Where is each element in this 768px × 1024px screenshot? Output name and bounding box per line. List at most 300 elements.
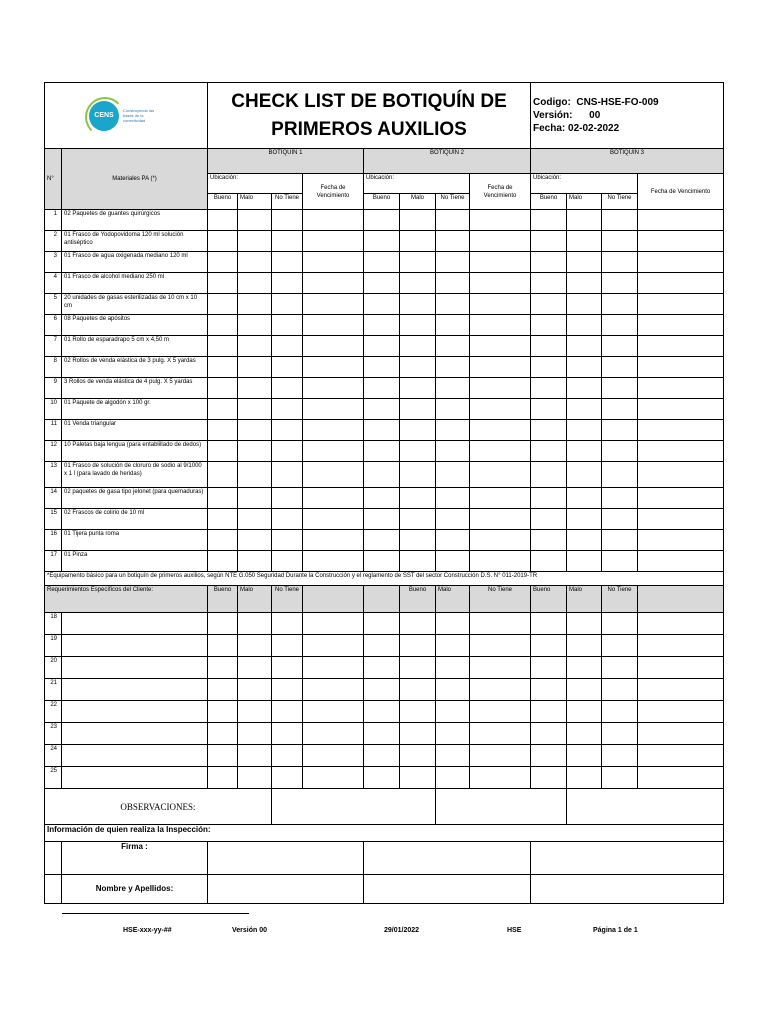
requirement-check-cell[interactable] — [436, 767, 470, 789]
item-check-cell[interactable] — [436, 420, 470, 441]
item-check-cell[interactable] — [436, 378, 470, 399]
item-check-cell[interactable] — [400, 488, 436, 509]
item-check-cell[interactable] — [400, 294, 436, 315]
requirement-check-cell[interactable] — [638, 723, 724, 745]
item-check-cell[interactable] — [272, 252, 303, 273]
item-check-cell[interactable] — [470, 357, 531, 378]
item-check-cell[interactable] — [470, 509, 531, 530]
requirement-check-cell[interactable] — [303, 635, 364, 657]
requirement-check-cell[interactable] — [400, 723, 436, 745]
requirement-check-cell[interactable] — [238, 657, 272, 679]
item-check-cell[interactable] — [436, 273, 470, 294]
item-check-cell[interactable] — [531, 420, 567, 441]
requirement-check-cell[interactable] — [470, 657, 531, 679]
requirement-check-cell[interactable] — [272, 679, 303, 701]
item-check-cell[interactable] — [602, 231, 638, 252]
requirement-field[interactable] — [62, 635, 208, 657]
item-check-cell[interactable] — [400, 315, 436, 336]
item-check-cell[interactable] — [567, 210, 602, 231]
item-check-cell[interactable] — [470, 399, 531, 420]
item-check-cell[interactable] — [638, 420, 724, 441]
requirement-check-cell[interactable] — [436, 723, 470, 745]
item-check-cell[interactable] — [272, 315, 303, 336]
item-check-cell[interactable] — [602, 315, 638, 336]
requirement-check-cell[interactable] — [638, 679, 724, 701]
item-check-cell[interactable] — [272, 294, 303, 315]
item-check-cell[interactable] — [638, 210, 724, 231]
item-check-cell[interactable] — [303, 399, 364, 420]
item-check-cell[interactable] — [364, 273, 400, 294]
item-check-cell[interactable] — [238, 399, 272, 420]
requirement-check-cell[interactable] — [303, 613, 364, 635]
item-check-cell[interactable] — [400, 420, 436, 441]
item-check-cell[interactable] — [400, 399, 436, 420]
item-check-cell[interactable] — [436, 357, 470, 378]
item-check-cell[interactable] — [602, 462, 638, 488]
requirement-check-cell[interactable] — [436, 657, 470, 679]
item-check-cell[interactable] — [272, 420, 303, 441]
requirement-check-cell[interactable] — [470, 635, 531, 657]
requirement-check-cell[interactable] — [272, 635, 303, 657]
item-check-cell[interactable] — [238, 294, 272, 315]
item-check-cell[interactable] — [602, 551, 638, 572]
item-check-cell[interactable] — [303, 378, 364, 399]
item-check-cell[interactable] — [303, 210, 364, 231]
item-check-cell[interactable] — [272, 399, 303, 420]
item-check-cell[interactable] — [238, 462, 272, 488]
requirement-check-cell[interactable] — [567, 657, 602, 679]
item-check-cell[interactable] — [638, 399, 724, 420]
requirement-check-cell[interactable] — [208, 635, 238, 657]
item-check-cell[interactable] — [531, 210, 567, 231]
requirement-check-cell[interactable] — [400, 679, 436, 701]
item-check-cell[interactable] — [303, 509, 364, 530]
item-check-cell[interactable] — [400, 462, 436, 488]
item-check-cell[interactable] — [602, 378, 638, 399]
requirement-field[interactable] — [62, 745, 208, 767]
requirement-check-cell[interactable] — [531, 613, 567, 635]
item-check-cell[interactable] — [400, 530, 436, 551]
requirement-check-cell[interactable] — [436, 679, 470, 701]
item-check-cell[interactable] — [436, 462, 470, 488]
item-check-cell[interactable] — [364, 231, 400, 252]
item-check-cell[interactable] — [208, 294, 238, 315]
requirement-check-cell[interactable] — [602, 745, 638, 767]
requirement-check-cell[interactable] — [531, 723, 567, 745]
item-check-cell[interactable] — [364, 488, 400, 509]
item-check-cell[interactable] — [208, 551, 238, 572]
item-check-cell[interactable] — [272, 441, 303, 462]
requirement-check-cell[interactable] — [602, 657, 638, 679]
item-check-cell[interactable] — [400, 252, 436, 273]
requirement-check-cell[interactable] — [364, 701, 400, 723]
requirement-check-cell[interactable] — [470, 613, 531, 635]
item-check-cell[interactable] — [470, 252, 531, 273]
item-check-cell[interactable] — [208, 488, 238, 509]
item-check-cell[interactable] — [531, 462, 567, 488]
firma-field-1[interactable] — [208, 842, 364, 875]
item-check-cell[interactable] — [638, 231, 724, 252]
requirement-check-cell[interactable] — [272, 613, 303, 635]
requirement-check-cell[interactable] — [364, 767, 400, 789]
item-check-cell[interactable] — [531, 551, 567, 572]
item-check-cell[interactable] — [470, 273, 531, 294]
item-check-cell[interactable] — [531, 252, 567, 273]
requirement-check-cell[interactable] — [567, 745, 602, 767]
requirement-check-cell[interactable] — [638, 613, 724, 635]
item-check-cell[interactable] — [238, 378, 272, 399]
requirement-check-cell[interactable] — [238, 613, 272, 635]
item-check-cell[interactable] — [567, 315, 602, 336]
requirement-check-cell[interactable] — [238, 679, 272, 701]
item-check-cell[interactable] — [364, 336, 400, 357]
requirement-check-cell[interactable] — [272, 745, 303, 767]
requirement-field[interactable] — [62, 657, 208, 679]
requirement-check-cell[interactable] — [531, 767, 567, 789]
item-check-cell[interactable] — [238, 509, 272, 530]
item-check-cell[interactable] — [272, 378, 303, 399]
item-check-cell[interactable] — [470, 210, 531, 231]
item-check-cell[interactable] — [436, 530, 470, 551]
item-check-cell[interactable] — [470, 462, 531, 488]
item-check-cell[interactable] — [364, 378, 400, 399]
item-check-cell[interactable] — [303, 530, 364, 551]
requirement-check-cell[interactable] — [602, 635, 638, 657]
item-check-cell[interactable] — [400, 509, 436, 530]
item-check-cell[interactable] — [602, 357, 638, 378]
requirement-field[interactable] — [62, 679, 208, 701]
item-check-cell[interactable] — [567, 273, 602, 294]
item-check-cell[interactable] — [638, 551, 724, 572]
item-check-cell[interactable] — [567, 357, 602, 378]
item-check-cell[interactable] — [208, 530, 238, 551]
item-check-cell[interactable] — [470, 551, 531, 572]
requirement-check-cell[interactable] — [567, 767, 602, 789]
requirement-check-cell[interactable] — [364, 613, 400, 635]
item-check-cell[interactable] — [638, 294, 724, 315]
item-check-cell[interactable] — [400, 378, 436, 399]
requirement-check-cell[interactable] — [567, 613, 602, 635]
observaciones-field-3[interactable] — [567, 789, 724, 825]
requirement-field[interactable] — [62, 723, 208, 745]
item-check-cell[interactable] — [208, 210, 238, 231]
item-check-cell[interactable] — [272, 336, 303, 357]
requirement-check-cell[interactable] — [638, 701, 724, 723]
item-check-cell[interactable] — [303, 420, 364, 441]
item-check-cell[interactable] — [400, 273, 436, 294]
item-check-cell[interactable] — [364, 252, 400, 273]
requirement-check-cell[interactable] — [470, 701, 531, 723]
item-check-cell[interactable] — [470, 378, 531, 399]
item-check-cell[interactable] — [364, 530, 400, 551]
item-check-cell[interactable] — [238, 231, 272, 252]
item-check-cell[interactable] — [602, 530, 638, 551]
requirement-check-cell[interactable] — [436, 613, 470, 635]
item-check-cell[interactable] — [602, 294, 638, 315]
item-check-cell[interactable] — [638, 530, 724, 551]
requirement-check-cell[interactable] — [436, 635, 470, 657]
requirement-check-cell[interactable] — [303, 679, 364, 701]
item-check-cell[interactable] — [531, 294, 567, 315]
requirement-check-cell[interactable] — [272, 657, 303, 679]
requirement-check-cell[interactable] — [400, 657, 436, 679]
requirement-field[interactable] — [62, 613, 208, 635]
item-check-cell[interactable] — [436, 441, 470, 462]
item-check-cell[interactable] — [567, 399, 602, 420]
requirement-check-cell[interactable] — [531, 657, 567, 679]
requirement-check-cell[interactable] — [303, 723, 364, 745]
item-check-cell[interactable] — [208, 462, 238, 488]
item-check-cell[interactable] — [531, 530, 567, 551]
requirement-check-cell[interactable] — [400, 745, 436, 767]
item-check-cell[interactable] — [470, 420, 531, 441]
item-check-cell[interactable] — [303, 273, 364, 294]
item-check-cell[interactable] — [531, 488, 567, 509]
requirement-check-cell[interactable] — [303, 767, 364, 789]
requirement-check-cell[interactable] — [470, 745, 531, 767]
observaciones-field-2[interactable] — [436, 789, 567, 825]
item-check-cell[interactable] — [364, 509, 400, 530]
item-check-cell[interactable] — [436, 231, 470, 252]
item-check-cell[interactable] — [470, 336, 531, 357]
requirement-check-cell[interactable] — [436, 701, 470, 723]
requirement-check-cell[interactable] — [364, 635, 400, 657]
requirement-check-cell[interactable] — [567, 701, 602, 723]
item-check-cell[interactable] — [638, 336, 724, 357]
item-check-cell[interactable] — [364, 210, 400, 231]
item-check-cell[interactable] — [208, 441, 238, 462]
item-check-cell[interactable] — [272, 210, 303, 231]
item-check-cell[interactable] — [436, 509, 470, 530]
firma-field-3[interactable] — [531, 842, 724, 875]
item-check-cell[interactable] — [238, 441, 272, 462]
item-check-cell[interactable] — [303, 336, 364, 357]
requirement-check-cell[interactable] — [238, 723, 272, 745]
item-check-cell[interactable] — [436, 399, 470, 420]
item-check-cell[interactable] — [208, 231, 238, 252]
item-check-cell[interactable] — [272, 530, 303, 551]
observaciones-field-1[interactable] — [272, 789, 436, 825]
item-check-cell[interactable] — [208, 315, 238, 336]
item-check-cell[interactable] — [238, 357, 272, 378]
item-check-cell[interactable] — [470, 530, 531, 551]
item-check-cell[interactable] — [208, 273, 238, 294]
item-check-cell[interactable] — [272, 273, 303, 294]
item-check-cell[interactable] — [602, 273, 638, 294]
item-check-cell[interactable] — [470, 441, 531, 462]
requirement-check-cell[interactable] — [400, 635, 436, 657]
requirement-check-cell[interactable] — [400, 613, 436, 635]
item-check-cell[interactable] — [238, 315, 272, 336]
item-check-cell[interactable] — [303, 231, 364, 252]
item-check-cell[interactable] — [638, 509, 724, 530]
item-check-cell[interactable] — [303, 357, 364, 378]
requirement-check-cell[interactable] — [303, 701, 364, 723]
item-check-cell[interactable] — [436, 488, 470, 509]
requirement-check-cell[interactable] — [208, 613, 238, 635]
item-check-cell[interactable] — [303, 488, 364, 509]
item-check-cell[interactable] — [400, 357, 436, 378]
item-check-cell[interactable] — [567, 441, 602, 462]
item-check-cell[interactable] — [567, 294, 602, 315]
requirement-check-cell[interactable] — [638, 767, 724, 789]
item-check-cell[interactable] — [238, 420, 272, 441]
item-check-cell[interactable] — [272, 509, 303, 530]
requirement-check-cell[interactable] — [208, 657, 238, 679]
requirement-check-cell[interactable] — [238, 635, 272, 657]
item-check-cell[interactable] — [436, 336, 470, 357]
requirement-check-cell[interactable] — [238, 745, 272, 767]
requirement-check-cell[interactable] — [531, 679, 567, 701]
requirement-check-cell[interactable] — [238, 767, 272, 789]
item-check-cell[interactable] — [208, 252, 238, 273]
item-check-cell[interactable] — [470, 294, 531, 315]
requirement-check-cell[interactable] — [602, 723, 638, 745]
item-check-cell[interactable] — [364, 399, 400, 420]
requirement-check-cell[interactable] — [272, 767, 303, 789]
firma-field-2[interactable] — [364, 842, 531, 875]
requirement-check-cell[interactable] — [400, 767, 436, 789]
item-check-cell[interactable] — [602, 441, 638, 462]
item-check-cell[interactable] — [602, 509, 638, 530]
requirement-check-cell[interactable] — [638, 745, 724, 767]
item-check-cell[interactable] — [400, 210, 436, 231]
item-check-cell[interactable] — [303, 462, 364, 488]
item-check-cell[interactable] — [470, 231, 531, 252]
item-check-cell[interactable] — [364, 294, 400, 315]
item-check-cell[interactable] — [602, 252, 638, 273]
item-check-cell[interactable] — [436, 252, 470, 273]
requirement-check-cell[interactable] — [567, 635, 602, 657]
requirement-check-cell[interactable] — [638, 635, 724, 657]
requirement-field[interactable] — [62, 701, 208, 723]
requirement-check-cell[interactable] — [602, 679, 638, 701]
item-check-cell[interactable] — [567, 231, 602, 252]
item-check-cell[interactable] — [238, 488, 272, 509]
requirement-check-cell[interactable] — [238, 701, 272, 723]
item-check-cell[interactable] — [303, 315, 364, 336]
item-check-cell[interactable] — [567, 530, 602, 551]
item-check-cell[interactable] — [436, 551, 470, 572]
item-check-cell[interactable] — [567, 551, 602, 572]
item-check-cell[interactable] — [272, 551, 303, 572]
requirement-check-cell[interactable] — [602, 767, 638, 789]
requirement-check-cell[interactable] — [602, 613, 638, 635]
requirement-check-cell[interactable] — [364, 679, 400, 701]
item-check-cell[interactable] — [638, 315, 724, 336]
item-check-cell[interactable] — [638, 441, 724, 462]
item-check-cell[interactable] — [436, 294, 470, 315]
requirement-check-cell[interactable] — [272, 723, 303, 745]
item-check-cell[interactable] — [208, 378, 238, 399]
item-check-cell[interactable] — [638, 273, 724, 294]
requirement-check-cell[interactable] — [364, 723, 400, 745]
requirement-check-cell[interactable] — [470, 679, 531, 701]
requirement-check-cell[interactable] — [364, 657, 400, 679]
item-check-cell[interactable] — [400, 441, 436, 462]
item-check-cell[interactable] — [638, 488, 724, 509]
requirement-check-cell[interactable] — [531, 701, 567, 723]
item-check-cell[interactable] — [303, 252, 364, 273]
item-check-cell[interactable] — [208, 420, 238, 441]
requirement-check-cell[interactable] — [436, 745, 470, 767]
requirement-check-cell[interactable] — [364, 745, 400, 767]
item-check-cell[interactable] — [470, 315, 531, 336]
requirement-check-cell[interactable] — [208, 767, 238, 789]
requirement-check-cell[interactable] — [602, 701, 638, 723]
item-check-cell[interactable] — [602, 488, 638, 509]
requirement-check-cell[interactable] — [638, 657, 724, 679]
requirement-check-cell[interactable] — [208, 701, 238, 723]
item-check-cell[interactable] — [531, 336, 567, 357]
item-check-cell[interactable] — [531, 399, 567, 420]
item-check-cell[interactable] — [364, 315, 400, 336]
requirement-check-cell[interactable] — [531, 635, 567, 657]
item-check-cell[interactable] — [567, 420, 602, 441]
item-check-cell[interactable] — [303, 551, 364, 572]
item-check-cell[interactable] — [272, 231, 303, 252]
item-check-cell[interactable] — [208, 336, 238, 357]
item-check-cell[interactable] — [400, 551, 436, 572]
item-check-cell[interactable] — [238, 530, 272, 551]
item-check-cell[interactable] — [272, 488, 303, 509]
item-check-cell[interactable] — [364, 551, 400, 572]
item-check-cell[interactable] — [470, 488, 531, 509]
item-check-cell[interactable] — [208, 357, 238, 378]
item-check-cell[interactable] — [436, 210, 470, 231]
requirement-check-cell[interactable] — [400, 701, 436, 723]
item-check-cell[interactable] — [272, 462, 303, 488]
requirement-field[interactable] — [62, 767, 208, 789]
item-check-cell[interactable] — [208, 399, 238, 420]
item-check-cell[interactable] — [238, 252, 272, 273]
item-check-cell[interactable] — [208, 509, 238, 530]
requirement-check-cell[interactable] — [208, 745, 238, 767]
item-check-cell[interactable] — [364, 441, 400, 462]
requirement-check-cell[interactable] — [567, 723, 602, 745]
item-check-cell[interactable] — [238, 551, 272, 572]
item-check-cell[interactable] — [303, 294, 364, 315]
item-check-cell[interactable] — [567, 378, 602, 399]
item-check-cell[interactable] — [238, 336, 272, 357]
item-check-cell[interactable] — [531, 357, 567, 378]
item-check-cell[interactable] — [303, 441, 364, 462]
requirement-check-cell[interactable] — [208, 723, 238, 745]
item-check-cell[interactable] — [638, 378, 724, 399]
requirement-check-cell[interactable] — [272, 701, 303, 723]
item-check-cell[interactable] — [272, 357, 303, 378]
item-check-cell[interactable] — [567, 488, 602, 509]
item-check-cell[interactable] — [531, 273, 567, 294]
requirement-check-cell[interactable] — [470, 767, 531, 789]
requirement-check-cell[interactable] — [208, 679, 238, 701]
item-check-cell[interactable] — [364, 462, 400, 488]
item-check-cell[interactable] — [638, 252, 724, 273]
item-check-cell[interactable] — [436, 315, 470, 336]
nombre-field-1[interactable] — [208, 875, 364, 904]
item-check-cell[interactable] — [364, 357, 400, 378]
item-check-cell[interactable] — [567, 462, 602, 488]
requirement-check-cell[interactable] — [470, 723, 531, 745]
requirement-check-cell[interactable] — [531, 745, 567, 767]
item-check-cell[interactable] — [638, 357, 724, 378]
item-check-cell[interactable] — [602, 210, 638, 231]
item-check-cell[interactable] — [531, 231, 567, 252]
item-check-cell[interactable] — [531, 378, 567, 399]
nombre-field-3[interactable] — [531, 875, 724, 904]
item-check-cell[interactable] — [531, 441, 567, 462]
item-check-cell[interactable] — [567, 509, 602, 530]
